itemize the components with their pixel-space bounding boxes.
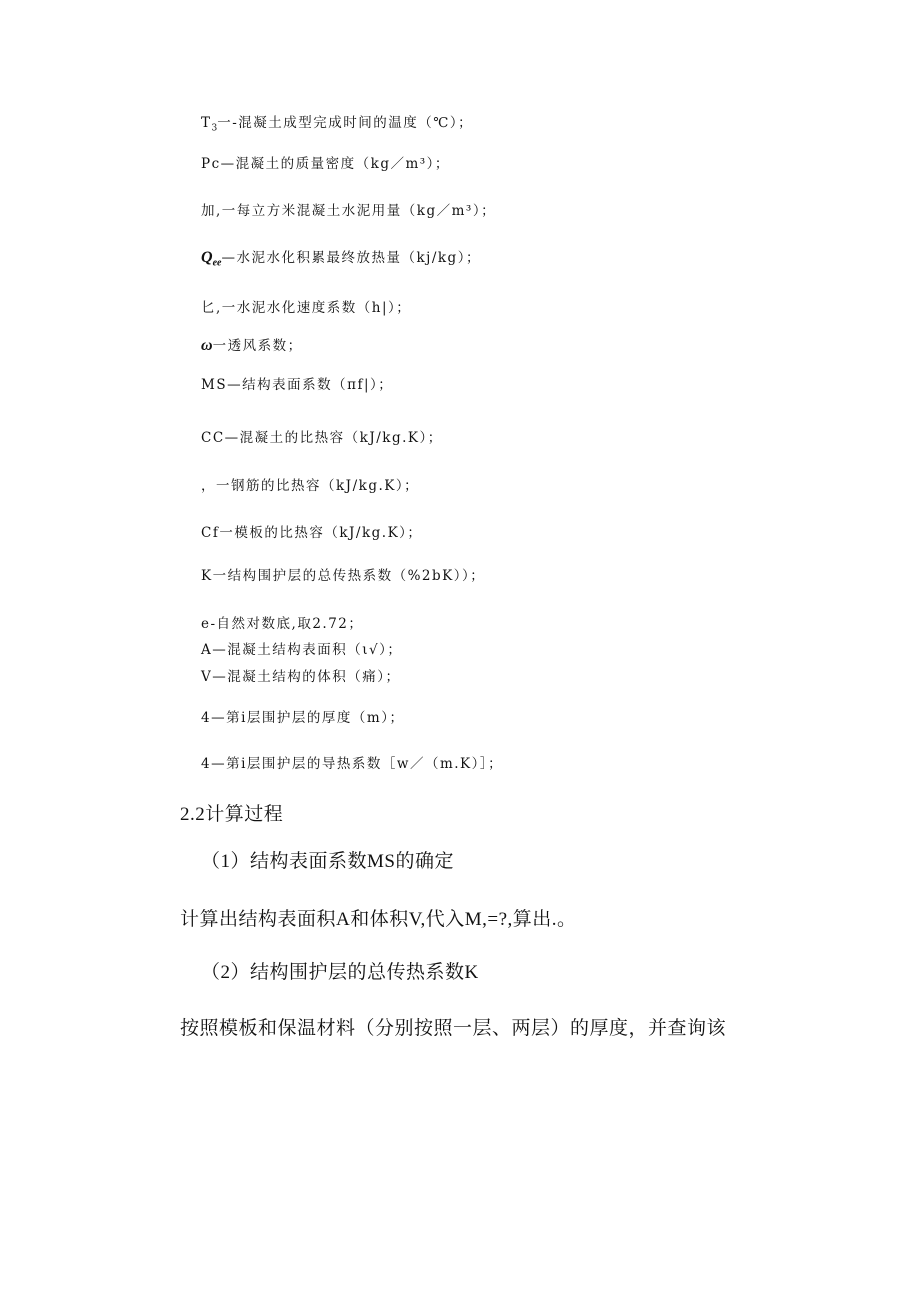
definition-omega	[201, 334, 303, 355]
definition-t3	[201, 111, 473, 134]
definition-text: 4—第i层围护层的厚度（m）；	[201, 710, 405, 726]
definition-cement-amount	[201, 199, 496, 219]
definition-steel	[201, 474, 419, 494]
symbol: ω	[201, 337, 213, 354]
definition-text: Pc—混凝土的质量密度（kg／m³）；	[201, 156, 450, 172]
definition-ms	[201, 373, 393, 393]
symbol: T	[201, 115, 212, 131]
definition-text: 一-混凝土成型完成时间的温度（℃）；	[217, 115, 474, 131]
definition-text: —水泥水化积累最终放热量（kj/kg）；	[221, 250, 481, 266]
definition-text: 一透风系数；	[212, 338, 303, 354]
definition-hydration-rate	[201, 296, 411, 316]
definition-e	[201, 612, 363, 632]
definition-text: CC—混凝土的比热容（kJ/kg.K）；	[201, 430, 443, 446]
definition-text: MS—结构表面系数（πf|）；	[201, 377, 394, 393]
paragraph-k: 按照模板和保温材料（分别按照一层、两层）的厚度，并查询该	[180, 1018, 727, 1039]
definition-layer-thickness	[201, 706, 404, 726]
definition-text: A—混凝土结构表面积（ι√）；	[201, 642, 403, 658]
definition-text: e-自然对数底,取2.72；	[201, 616, 364, 632]
definition-cf	[201, 521, 422, 541]
section-heading: 2.2计算过程	[180, 804, 284, 825]
definition-k	[201, 564, 485, 584]
subsection-k: （2）结构围护层的总传热系数K	[201, 962, 479, 983]
definition-qee	[201, 246, 481, 269]
definition-a	[201, 638, 402, 658]
subsection-ms: （1）结构表面系数MS的确定	[201, 851, 454, 872]
definition-cc	[201, 426, 443, 446]
definition-layer-conductivity	[201, 752, 503, 772]
definition-text: V—混凝土结构的体积（痛）；	[201, 669, 401, 685]
symbol-subscript: ee	[212, 257, 222, 269]
definition-text: K一结构围护层的总传热系数（%2bK））；	[201, 568, 486, 584]
definition-text: 加,一每立方米混凝土水泥用量（kg／m³）；	[201, 203, 497, 219]
definition-text: 4—第i层围护层的导热系数［w／（m.K）］；	[201, 756, 504, 772]
symbol-subscript: 3	[211, 123, 218, 134]
symbol: Q	[201, 249, 213, 266]
definition-text: Cf一模板的比热容（kJ/kg.K）；	[201, 525, 423, 541]
definition-text: ，一钢筋的比热容（kJ/kg.K）；	[201, 478, 420, 494]
definition-pc	[201, 152, 450, 172]
definition-v	[201, 665, 401, 685]
definition-text: 匕,一水泥水化速度系数（h|）；	[201, 300, 412, 316]
paragraph-ms: 计算出结构表面积A和体积V,代入M,=?,算出.。	[180, 909, 577, 930]
